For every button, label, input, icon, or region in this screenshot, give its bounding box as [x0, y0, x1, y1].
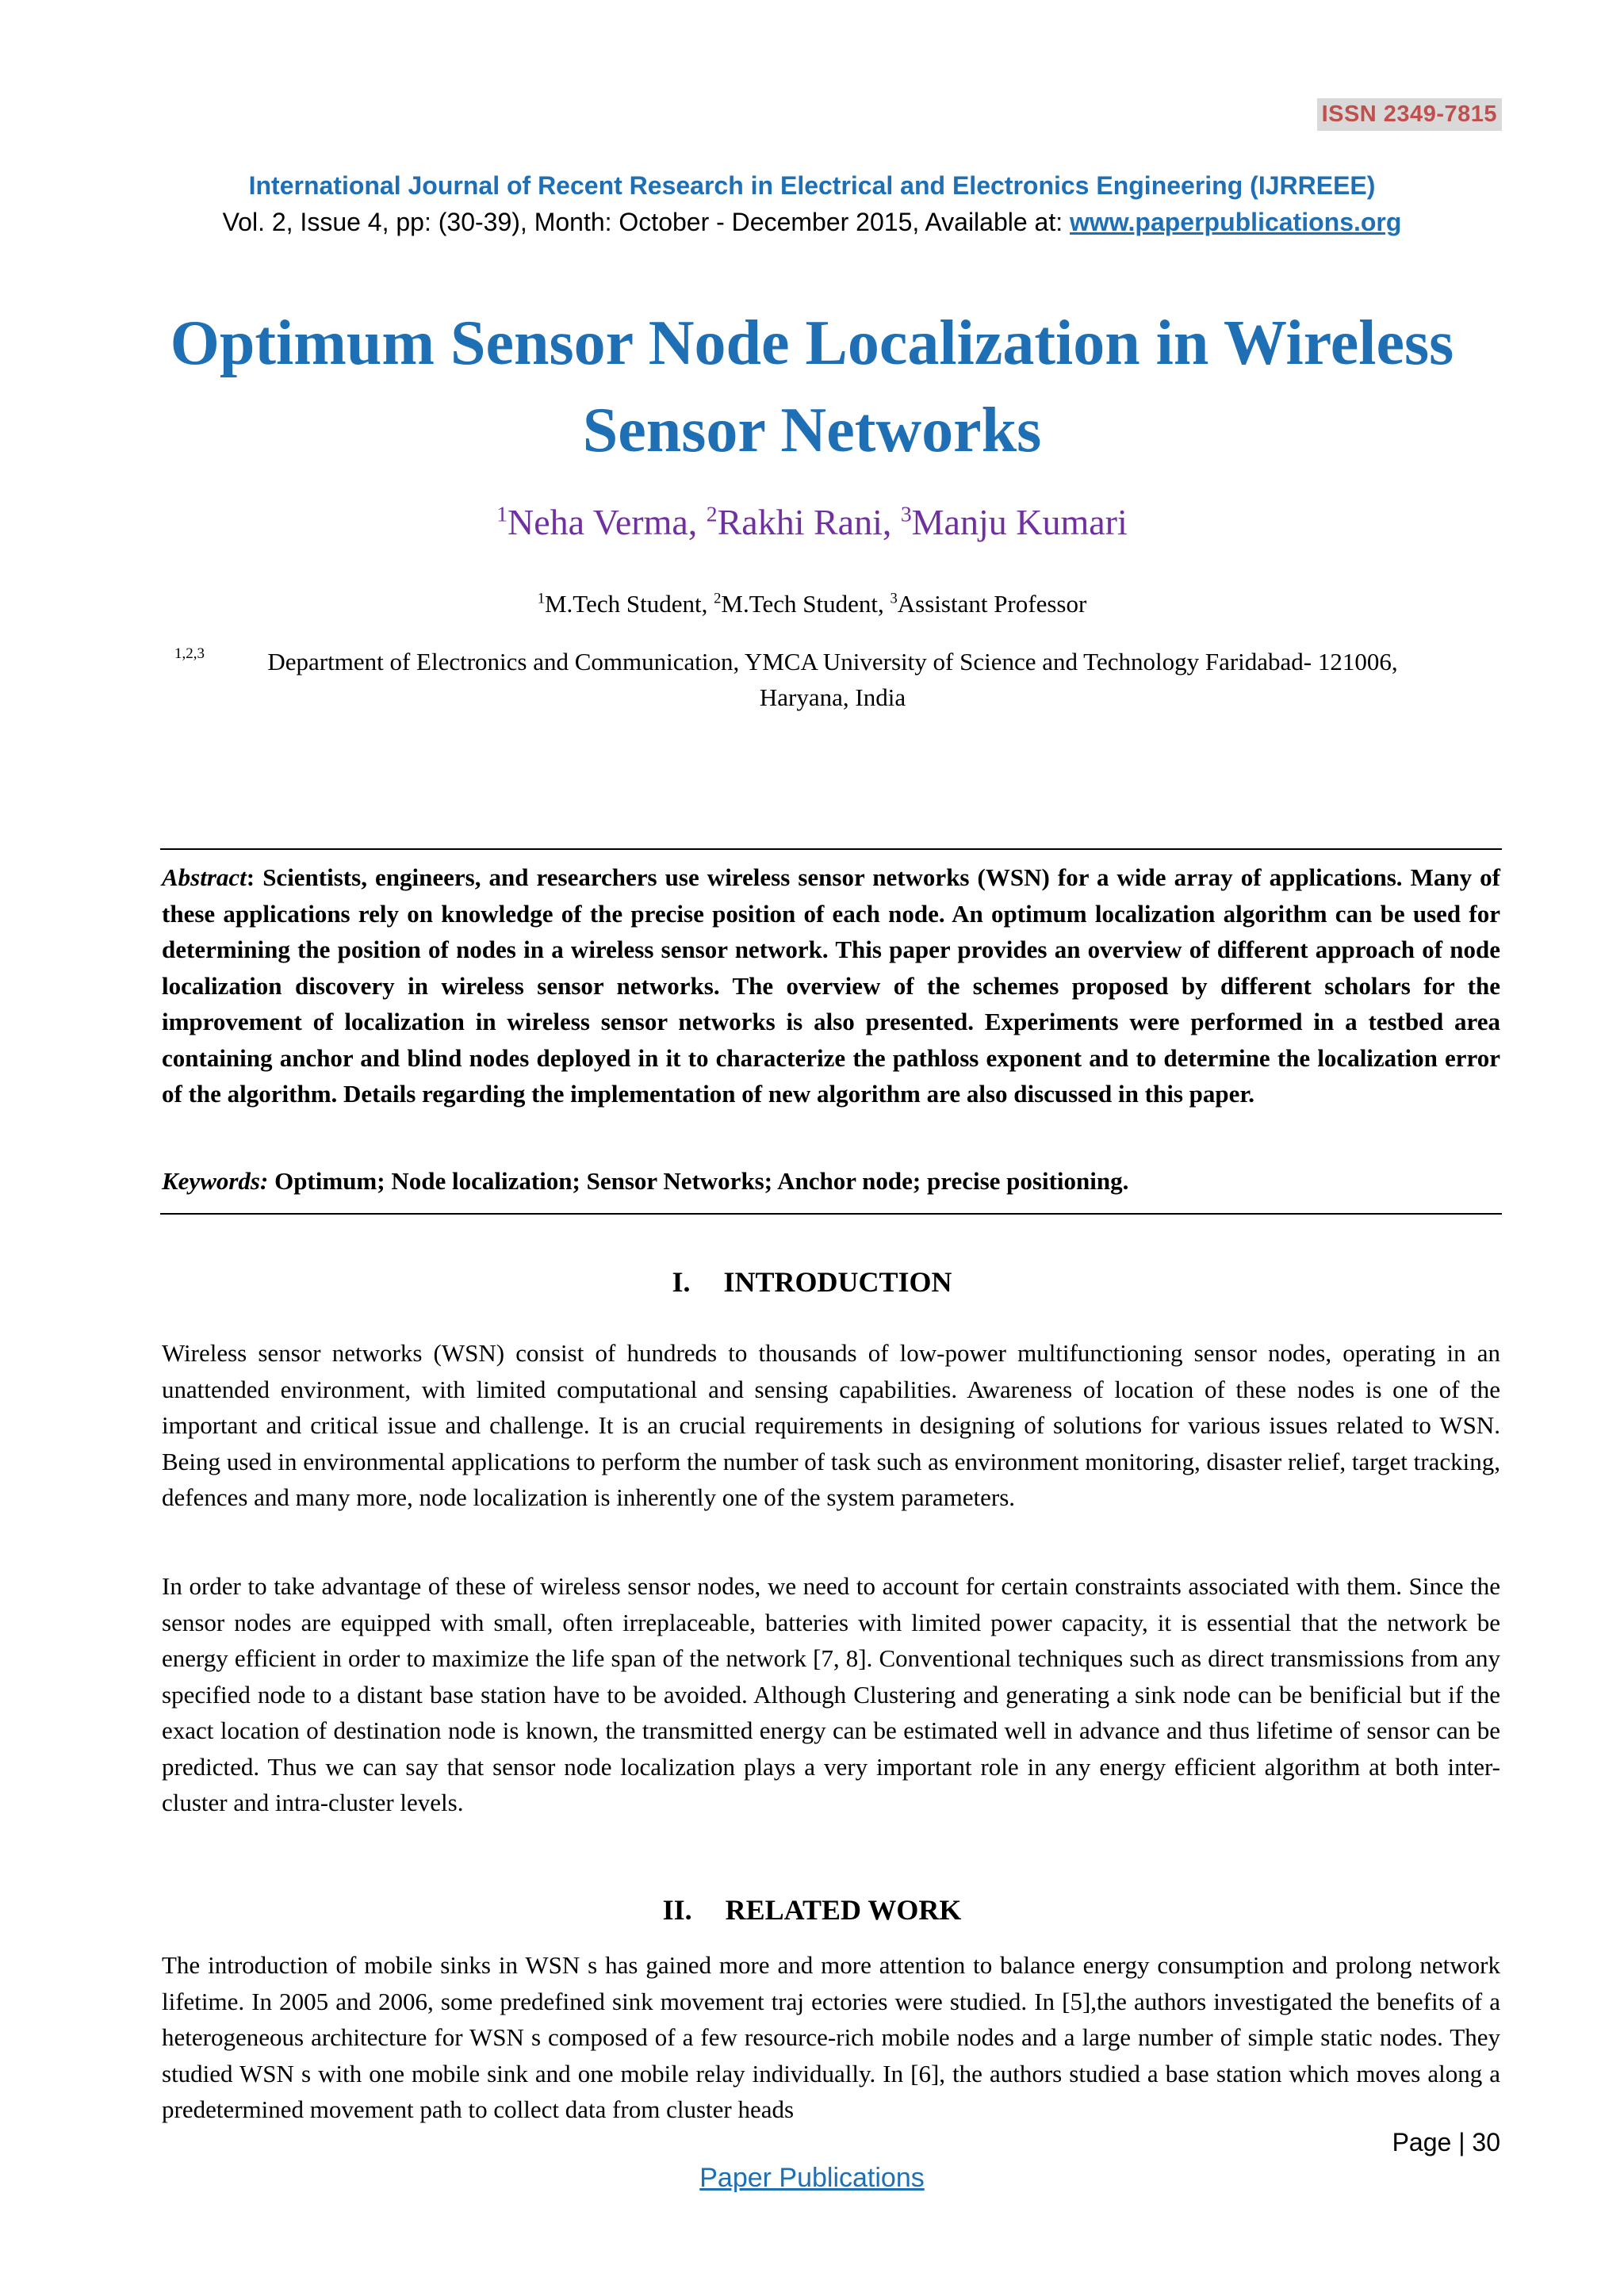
author-name: Rakhi Rani, — [717, 502, 901, 542]
title-line-1: Optimum Sensor Node Localization in Wireless — [170, 308, 1454, 378]
section-title: RELATED WORK — [725, 1894, 962, 1926]
author-roles — [0, 590, 1624, 618]
abstract-top-rule — [160, 848, 1502, 850]
abstract-bottom-rule — [160, 1213, 1502, 1215]
author-sup: 3 — [900, 501, 912, 526]
author-sup: 1 — [496, 501, 508, 526]
website-link[interactable]: www.paperpublications.org — [1070, 208, 1402, 236]
page-number: Page | 30 — [1392, 2128, 1500, 2156]
affiliation — [174, 644, 1491, 715]
role-text: M.Tech Student, — [544, 590, 714, 618]
section-title: INTRODUCTION — [723, 1266, 952, 1298]
role-sup: 3 — [890, 590, 898, 607]
title-line-2: Sensor Networks — [582, 396, 1042, 465]
journal-name: International Journal of Recent Research in Electrical and Electronics Engineering (IJRREEE) — [248, 171, 1376, 200]
section-heading-introduction — [0, 1265, 1624, 1299]
author-name: Manju Kumari — [911, 502, 1128, 542]
author-name: Neha Verma, — [508, 502, 707, 542]
abstract-colon: : — [246, 863, 263, 891]
section-number: I. — [672, 1266, 691, 1298]
volume-text: Vol. 2, Issue 4, pp: (30-39), Month: October - December 2015, Available at: — [222, 208, 1071, 236]
intro-paragraph-1: Wireless sensor networks (WSN) consist of hundreds to thousands of low-power multifunctioning sensor nodes, operating in an unattended environment, with limited computational and sensing capabilities. Awareness of location of these nodes is one of the important and critical issue and challenge. It is an crucial requirements in designing of solutions for various issues related to WSN. Being used in environmental applications to perform the number of task such as environment monitoring, disaster relief, target tracking, defences and many more, node localization is inherently one of the system parameters. — [162, 1339, 1500, 1511]
abstract — [162, 859, 1500, 1112]
role-sup: 1 — [537, 590, 545, 607]
affiliation-sup: 1,2,3 — [174, 645, 205, 662]
paper-title — [119, 300, 1505, 474]
role-text: M.Tech Student, — [721, 590, 891, 618]
publisher-footer-link[interactable]: Paper Publications — [699, 2163, 925, 2193]
keywords-text: Optimum; Node localization; Sensor Networks; Anchor node; precise positioning. — [268, 1167, 1129, 1195]
abstract-text: Scientists, engineers, and researchers use wireless sensor networks (WSN) for a wide array of applications. Many of these applications rely on knowledge of the precise position of each node. An optimum localization algorithm can be used for determining the position of nodes in a wireless sensor network. This paper provides an overview of different approach of node localization discovery in wireless sensor networks. The overview of the schemes proposed by different scholars for the improvement of localization in wireless sensor networks is also presented. Experiments were performed in a testbed area containing anchor and blind nodes deployed in it to characterize the pathloss exponent and to determine the localization error of the algorithm. Details regarding the implementation of new algorithm are also discussed in this paper. — [162, 863, 1500, 1108]
section-heading-related-work — [0, 1893, 1624, 1927]
role-sup: 2 — [714, 590, 722, 607]
related-work-paragraph-1: The introduction of mobile sinks in WSN s has gained more and more attention to balance energy consumption and prolong network lifetime. In 2005 and 2006, some predefined sink movement traj ectories were studied. In [5],the authors investigated the benefits of a heterogeneous architecture for WSN s composed of a few resource-rich mobile nodes and a large number of simple static nodes. They studied WSN s with one mobile sink and one mobile relay individually. In [6], the authors studied a base station which moves along a predetermined movement path to collect data from cluster heads — [162, 1951, 1500, 2123]
keywords — [162, 1167, 1500, 1196]
affiliation-line-1: Department of Electronics and Communication, YMCA University of Science and Technology Faridabad- 121006, — [267, 648, 1398, 675]
issn-badge: ISSN 2349-7815 — [1317, 98, 1502, 131]
authors-line — [0, 501, 1624, 543]
intro-paragraph-2: In order to take advantage of these of wireless sensor nodes, we need to account for certain constraints associated with them. Since the sensor nodes are equipped with small, often irreplaceable, batteries with limited power capacity, it is essential that the network be energy efficient in order to maximize the life span of the network [7, 8]. Conventional techniques such as direct transmissions from any specified node to a distant base station have to be avoided. Although Clustering and generating a sink node can be benificial but if the exact location of destination node is known, the transmitted energy can be estimated well in advance and thus lifetime of sensor can be predicted. Thus we can say that sensor node localization plays a very important role in any energy efficient algorithm at both inter-cluster and intra-cluster levels. — [162, 1572, 1500, 1816]
role-text: Assistant Professor — [897, 590, 1087, 618]
author-sup: 2 — [706, 501, 718, 526]
keywords-label: Keywords: — [162, 1167, 269, 1195]
volume-line — [0, 208, 1624, 237]
abstract-label: Abstract — [162, 863, 247, 891]
affiliation-line-2: Haryana, India — [759, 683, 906, 711]
section-number: II. — [662, 1894, 692, 1926]
